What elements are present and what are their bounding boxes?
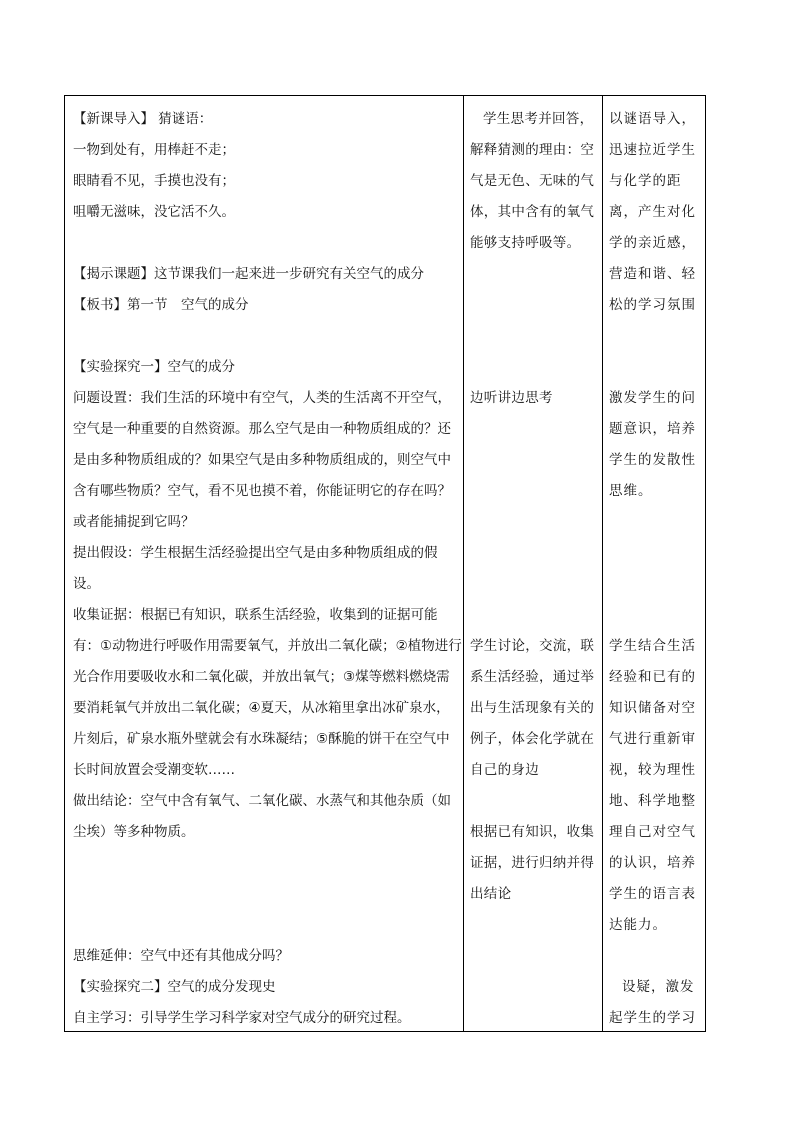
- hypothesis: 提出假设：学生根据生活经验提出空气是由多种物质组成的假设。: [73, 545, 438, 592]
- intent-questioning: 设疑，激发起学生的学习: [609, 979, 696, 1026]
- riddle-line-1: 一物到处有，用棒赶不走；: [73, 142, 235, 158]
- student-answer: 学生思考并回答，解释猜测的理由：空气是无色、无味的气体，其中含有的氧气能够支持呼吸等。: [470, 111, 595, 251]
- summarize-conclusion: 根据已有知识，收集证据，进行归纳并得出结论: [470, 824, 595, 902]
- board-title: 【板书】第一节 空气的成分: [73, 297, 249, 313]
- intent-problem-awareness: 激发学生的问题意识，培养学生的发散性思维。: [609, 390, 696, 499]
- student-discussion: 学生讨论，交流，联系生活经验，通过举出与生活现象有关的例子，体会化学就在自己的身边: [470, 638, 595, 778]
- listen-think: 边听讲边思考: [470, 390, 553, 406]
- student-activity-column: [464, 96, 602, 1031]
- intro-heading: 【新课导入】 猜谜语：: [73, 111, 213, 127]
- riddle-line-2: 眼睛看不见，手摸也没有；: [73, 173, 235, 189]
- intent-riddle: 以谜语导入，迅速拉近学生与化学的距离，产生对化学的亲近感，营造和谐、轻松的学习氛围: [609, 111, 696, 313]
- lesson-plan-table: [64, 95, 706, 1032]
- question-setup: 问题设置：我们生活的环境中有空气，人类的生活离不开空气，空气是一种重要的自然资源。那么空气是由一种物质组成的？还是由多种物质组成的？如果空气是由多种物质组成的，则空气中含有哪些物质？空气，看不见也摸不着，你能证明它的存在吗？或者能捕捉到它吗？: [73, 390, 451, 530]
- riddle-line-3: 咀嚼无滋味，没它活不久。: [73, 204, 235, 220]
- thinking-extension: 思维延伸：空气中还有其他成分吗？: [73, 948, 289, 964]
- self-study: 自主学习：引导学生学习科学家对空气成分的研究过程。: [73, 1010, 411, 1026]
- experiment-1-heading: 【实验探究一】空气的成分: [73, 359, 235, 375]
- design-intent-column: [603, 96, 705, 1031]
- reveal-topic: 【揭示课题】这节课我们一起来进一步研究有关空气的成分: [73, 266, 424, 282]
- experiment-2-heading: 【实验探究二】空气的成分发现史: [73, 979, 276, 995]
- evidence-collection: 收集证据：根据已有知识，联系生活经验，收集到的证据可能有：①动物进行呼吸作用需要氧气，并放出二氧化碳；②植物进行光合作用要吸收水和二氧化碳，并放出氧气；③煤等燃料燃烧需要消耗氧气并放出二氧化碳；④夏天，从冰箱里拿出冰矿泉水，片刻后，矿泉水瓶外壁就会有水珠凝结；⑤酥脆的饼干在空气中长时间放置会受潮变软……: [73, 607, 462, 778]
- teaching-content-column: [65, 96, 463, 1031]
- intent-rethink-air: 学生结合生活经验和已有的知识储备对空气进行重新审视，较为理性地、科学地整理自己对空气的认识，培养学生的语言表达能力。: [609, 638, 696, 933]
- conclusion: 做出结论：空气中含有氧气、二氧化碳、水蒸气和其他杂质（如尘埃）等多种物质。: [73, 793, 451, 840]
